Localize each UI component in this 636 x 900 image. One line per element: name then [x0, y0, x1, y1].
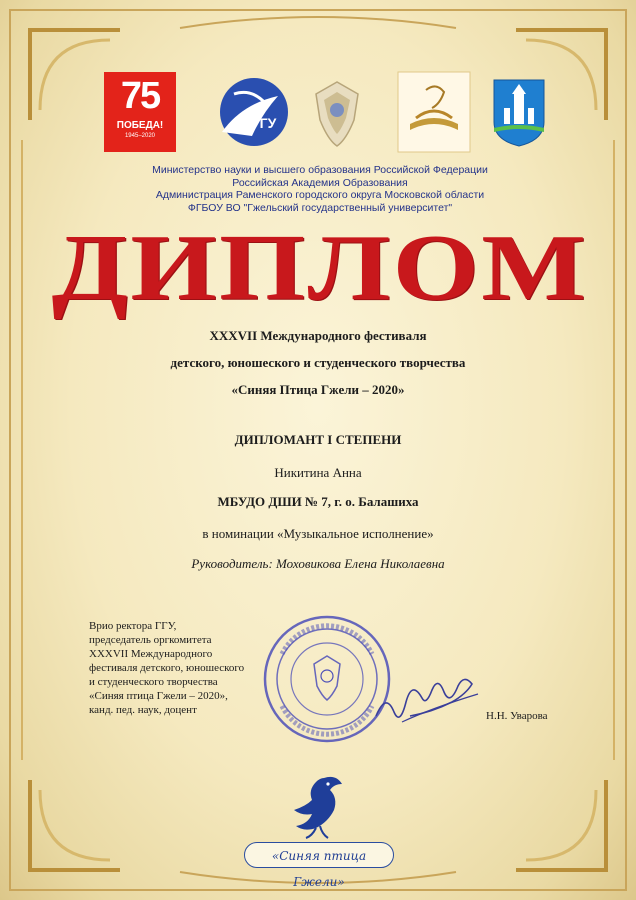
ggu-logo-label: ГГУ	[251, 115, 277, 131]
blue-bird-icon	[286, 770, 356, 840]
festival-block	[60, 322, 576, 403]
signatory-title-block	[89, 619, 289, 717]
festival-line-2: детского, юношеского и студенческого творчества	[170, 355, 466, 370]
org-line-administration: Администрация Раменского городского округа Московской области	[155, 189, 485, 201]
signatory-line: председатель оргкомитета	[89, 634, 212, 646]
diploma-title: ДИПЛОМ	[51, 216, 589, 320]
nomination: в номинации «Музыкальное исполнение»	[202, 526, 434, 541]
victory-75-logo	[104, 72, 176, 152]
school-name: МБУДО ДШИ № 7, г. о. Балашиха	[217, 494, 419, 509]
signatory-line: и студенческого творчества	[89, 676, 218, 688]
logo-row	[100, 70, 550, 156]
victory-years: 1945–2020	[124, 133, 156, 139]
recipient-name: Никитина Анна	[274, 465, 362, 480]
festival-footer-logo: «Синяя птица Гжели»	[244, 842, 394, 868]
academy-book-icon	[396, 70, 472, 154]
signatory-line: XXXVII Международного	[89, 648, 213, 660]
signatory-line: Врио ректора ГГУ,	[89, 620, 177, 632]
victory-75-number: 75	[120, 75, 160, 117]
org-line-university: ФГБОУ ВО "Гжельский государственный университет"	[187, 201, 453, 214]
org-line-ministry: Министерство науки и высшего образования Российской Федерации	[152, 164, 488, 176]
festival-line-1: XXXVII Международного фестиваля	[209, 328, 427, 343]
ramenskoye-coat-of-arms-icon	[490, 76, 548, 148]
signatory-line: канд. пед. наук, доцент	[89, 704, 197, 716]
festival-line-3: «Синяя Птица Гжели – 2020»	[231, 382, 405, 397]
handwritten-signature-icon	[372, 672, 484, 728]
org-line-academy: Российская Академия Образования	[232, 176, 408, 189]
award-degree: ДИПЛОМАНТ I СТЕПЕНИ	[234, 432, 402, 447]
ministry-emblem-icon	[308, 74, 366, 152]
signatory-name: Н.Н. Уварова	[486, 710, 548, 722]
signatory-line: фестиваля детского, юношеского	[89, 662, 245, 674]
victory-word: ПОБЕДА!	[116, 120, 164, 131]
leader-name: Руководитель: Моховикова Елена Николаевна	[191, 556, 445, 571]
ggu-logo	[212, 74, 294, 150]
organizations-block	[90, 164, 550, 214]
signatory-line: «Синяя птица Гжели – 2020»,	[89, 690, 228, 702]
